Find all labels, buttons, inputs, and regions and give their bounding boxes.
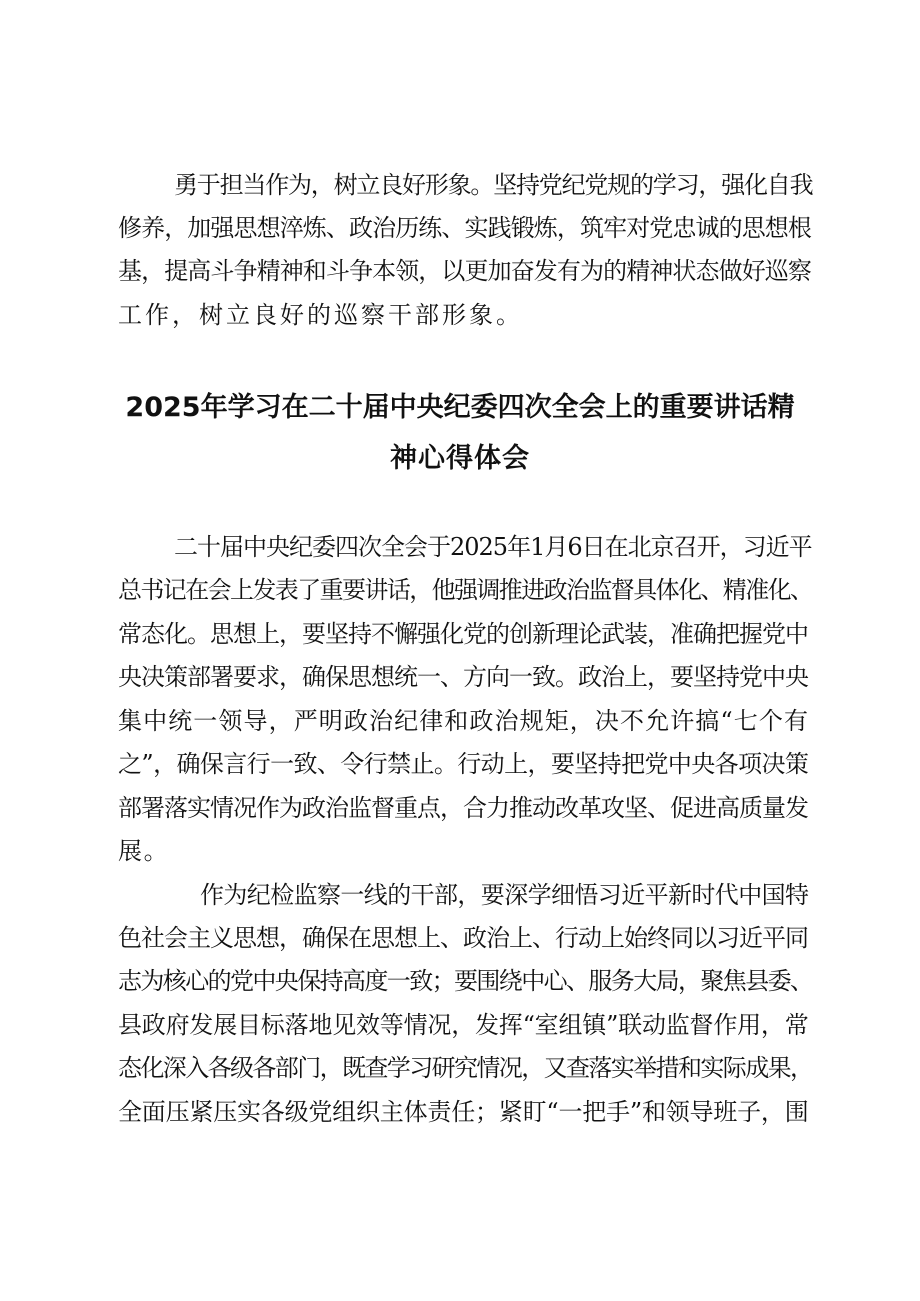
paragraph-2-line-5: 集中统一领导，严明政治纪律和政治规矩，决不允许搞“七个有 <box>118 707 810 735</box>
paragraph-1-line-4: 工作，树立良好的巡察干部形象。 <box>118 301 523 329</box>
paragraph-3-line-2: 色社会主义思想，确保在思想上、政治上、行动上始终同以习近平同 <box>118 924 808 952</box>
paragraph-2-line-1: 二十届中央纪委四次全会于2025年1月6日在北京召开，习近平 <box>174 533 812 561</box>
article-title-line-2: 神心得体会 <box>390 443 530 474</box>
paragraph-1-line-3: 基，提高斗争精神和斗争本领，以更加奋发有为的精神状态做好巡察 <box>118 257 811 285</box>
paragraph-2-line-6: 之”，确保言行一致、令行禁止。行动上，要坚持把党中央各项决策 <box>118 750 809 778</box>
paragraph-2-line-7: 部署落实情况作为政治监督重点，合力推动改革攻坚、促进高质量发 <box>118 794 808 822</box>
paragraph-3-line-4: 县政府发展目标落地见效等情况，发挥“室组镇”联动监督作用，常 <box>118 1011 809 1039</box>
paragraph-2-line-4: 央决策部署要求，确保思想统一、方向一致。政治上，要坚持党中央 <box>118 663 808 691</box>
paragraph-3-line-5: 态化深入各级各部门，既查学习研究情况，又查落实举措和实际成果， <box>118 1054 813 1082</box>
paragraph-2-line-3: 常态化。思想上，要坚持不懈强化党的创新理论武装，准确把握党中 <box>118 620 808 648</box>
paragraph-3-line-6: 全面压紧压实各级党组织主体责任；紧盯“一把手”和领导班子，围 <box>118 1098 809 1126</box>
paragraph-3-line-1: 作为纪检监察一线的干部，要深学细悟习近平新时代中国特 <box>200 881 809 909</box>
paragraph-1-line-1: 勇于担当作为，树立良好形象。坚持党纪党规的学习，强化自我 <box>174 171 813 199</box>
paragraph-1-line-2: 修养，加强思想淬炼、政治历练、实践锻炼，筑牢对党忠诚的思想根 <box>118 214 811 242</box>
paragraph-3-line-3: 志为核心的党中央保持高度一致；要围绕中心、服务大局，聚焦县委、 <box>118 967 813 995</box>
paragraph-2-line-2: 总书记在会上发表了重要讲话，他强调推进政治监督具体化、精准化、 <box>118 576 813 604</box>
article-title-line-1: 2025年学习在二十届中央纪委四次全会上的重要讲话精 <box>125 392 795 423</box>
paragraph-2-line-8: 展。 <box>118 837 170 865</box>
